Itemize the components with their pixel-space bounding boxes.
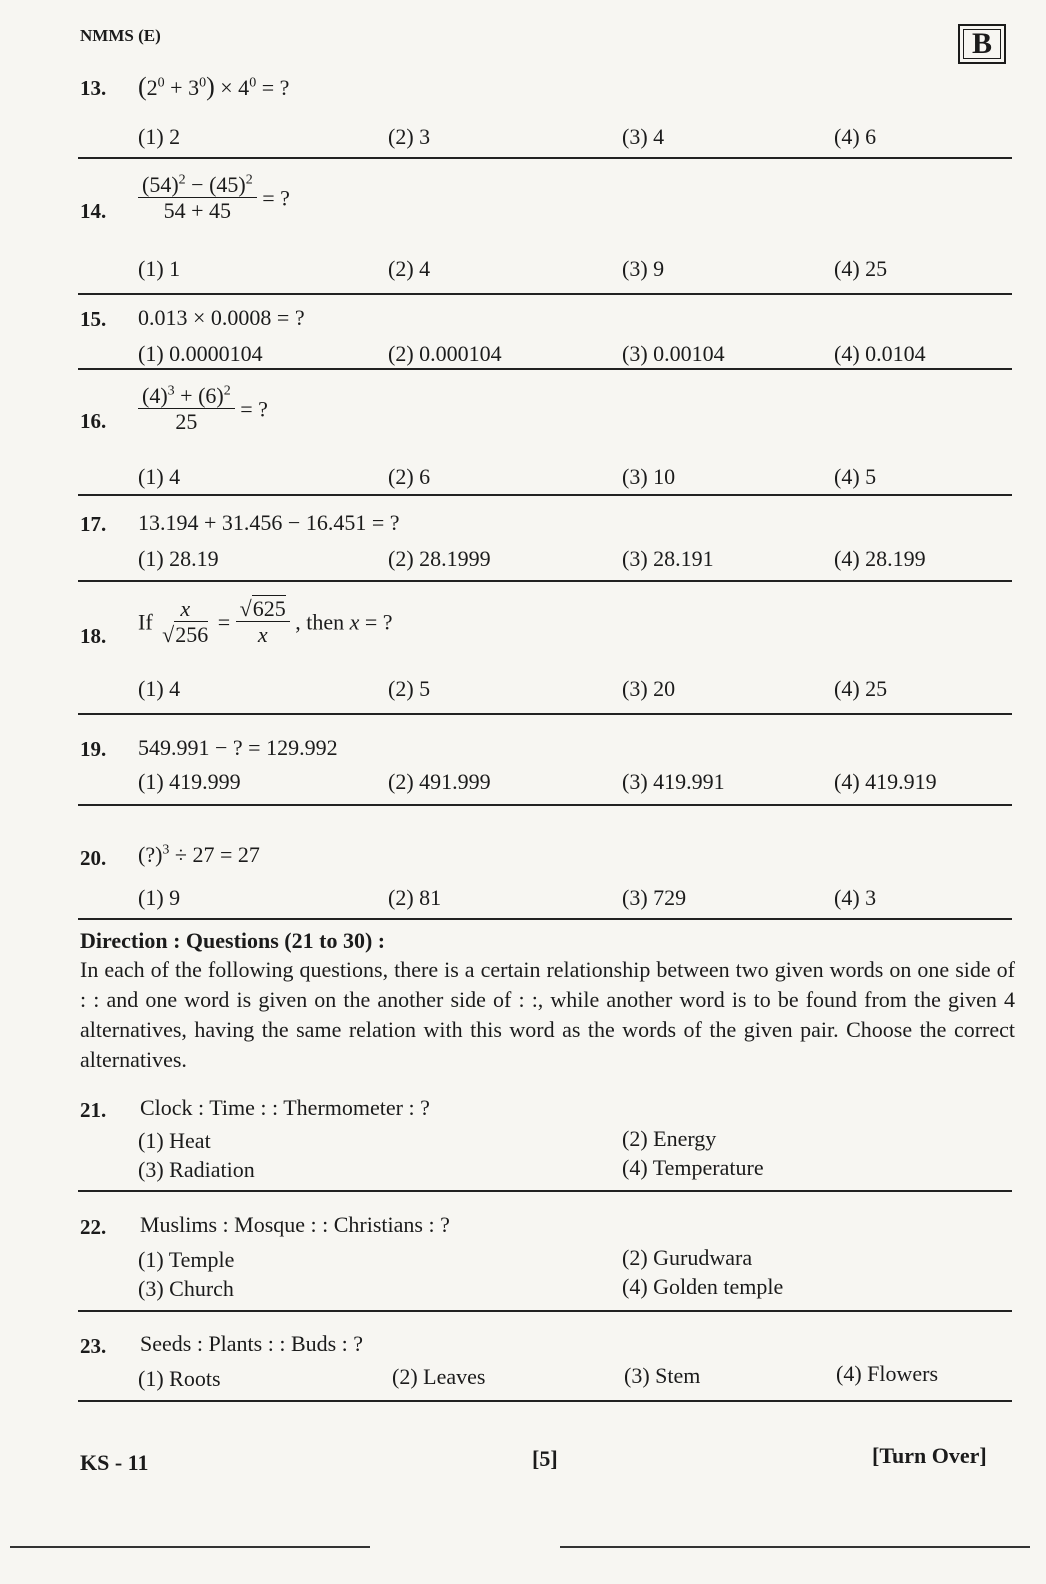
option-4: (4) 0.0104 (834, 341, 926, 366)
option-3: (3) 20 (622, 676, 676, 701)
question-stem-q17: 13.194 + 31.456 − 16.451 = ? (138, 510, 400, 535)
option-3: (3) Stem (624, 1363, 701, 1388)
divider (78, 804, 1012, 806)
exam-code: NMMS (E) (80, 26, 161, 45)
option-4: (4) 25 (834, 256, 888, 281)
option-4: (4) 3 (834, 885, 877, 910)
question-stem-q19: 549.991 − ? = 129.992 (138, 735, 338, 760)
option-1: (1) Roots (138, 1366, 221, 1391)
divider (78, 1400, 1012, 1402)
direction-title: Direction : Questions (21 to 30) : (80, 928, 386, 953)
option-2: (2) 81 (388, 885, 442, 910)
question-number: 23. (80, 1334, 107, 1358)
question-number: 15. (80, 307, 107, 331)
question-stem-q20: (?)$^3$ ÷ 27 = 27 (138, 842, 260, 867)
option-3: (3) 9 (622, 256, 665, 281)
option-2: (2) 28.1999 (388, 546, 491, 571)
option-3: (3) Radiation (138, 1157, 255, 1182)
question-stem-q16: $\frac{(4)^3 + (6)^2}{25}$ = ? (138, 383, 268, 436)
set-code-box: B (958, 24, 1006, 64)
question-stem-q23: Seeds : Plants : : Buds : ? (140, 1331, 364, 1356)
question-number: 14. (80, 199, 107, 223)
option-4: (4) 419.919 (834, 769, 937, 794)
paper-code: KS - 11 (80, 1450, 149, 1475)
divider (78, 157, 1012, 159)
option-1: (1) Temple (138, 1247, 235, 1272)
question-number: 22. (80, 1215, 107, 1239)
option-2: (2) Leaves (392, 1364, 486, 1389)
turn-over-label: [Turn Over] (872, 1443, 987, 1468)
option-2: (2) 4 (388, 256, 431, 281)
option-1: (1) 4 (138, 676, 181, 701)
option-3: (3) 729 (622, 885, 687, 910)
divider (78, 293, 1012, 295)
divider (78, 580, 1012, 582)
option-1: (1) 0.0000104 (138, 341, 263, 366)
question-stem-q21: Clock : Time : : Thermometer : ? (140, 1095, 430, 1120)
option-2: (2) 491.999 (388, 769, 491, 794)
option-1: (1) 28.19 (138, 546, 219, 571)
option-3: (3) 419.991 (622, 769, 725, 794)
divider (78, 368, 1012, 370)
divider (78, 1190, 1012, 1192)
option-1: (1) 9 (138, 885, 181, 910)
question-number: 20. (80, 846, 107, 870)
question-number: 17. (80, 512, 107, 536)
divider (78, 918, 1012, 920)
direction-text: In each of the following questions, there is a certain relationship between two given words on one side of : : and one word is given on the another side of : :, while another word is to be found from the given 4 alternatives, having the same relation with this word as the words of the given pair. Choose the correct alternatives. (80, 957, 1015, 1072)
question-number: 13. (80, 76, 107, 100)
question-stem-q13: $(2^0 + 3^0) \times 4^0$ = ? (138, 72, 290, 101)
option-1: (1) Heat (138, 1128, 211, 1153)
option-1: (1) 2 (138, 124, 181, 149)
question-number: 16. (80, 409, 107, 433)
option-3: (3) 28.191 (622, 546, 714, 571)
option-2: (2) 3 (388, 124, 431, 149)
question-number: 21. (80, 1098, 107, 1122)
question-stem-q15: 0.013 × 0.0008 = ? (138, 305, 305, 330)
option-3: (3) 10 (622, 464, 676, 489)
question-number: 18. (80, 624, 107, 648)
option-3: (3) 0.00104 (622, 341, 725, 366)
option-4: (4) 28.199 (834, 546, 926, 571)
option-1: (1) 4 (138, 464, 181, 489)
option-2: (2) 5 (388, 676, 431, 701)
divider (78, 1310, 1012, 1312)
divider (78, 713, 1012, 715)
option-2: (2) Gurudwara (622, 1245, 753, 1270)
option-4: (4) 5 (834, 464, 877, 489)
option-4: (4) Temperature (622, 1155, 764, 1180)
option-2: (2) 0.000104 (388, 341, 502, 366)
option-2: (2) Energy (622, 1126, 717, 1151)
option-4: (4) 6 (834, 124, 877, 149)
scan-edge-line (560, 1546, 1030, 1548)
question-stem-q18: If $\frac{x}{√256}$ = $\frac{√625}{x}$ , then x = ? (138, 596, 393, 648)
option-1: (1) 1 (138, 256, 181, 281)
scan-edge-line (10, 1546, 370, 1548)
option-4: (4) Golden temple (622, 1274, 784, 1299)
divider (78, 494, 1012, 496)
page-number: [5] (532, 1446, 558, 1471)
option-3: (3) Church (138, 1276, 234, 1301)
question-stem-q14: $\frac{(54)^2 - (45)^2}{54 + 45}$ = ? (138, 172, 290, 225)
option-1: (1) 419.999 (138, 769, 241, 794)
question-stem-q22: Muslims : Mosque : : Christians : ? (140, 1212, 450, 1237)
option-3: (3) 4 (622, 124, 665, 149)
option-4: (4) Flowers (836, 1361, 939, 1386)
option-2: (2) 6 (388, 464, 431, 489)
question-number: 19. (80, 737, 107, 761)
option-4: (4) 25 (834, 676, 888, 701)
